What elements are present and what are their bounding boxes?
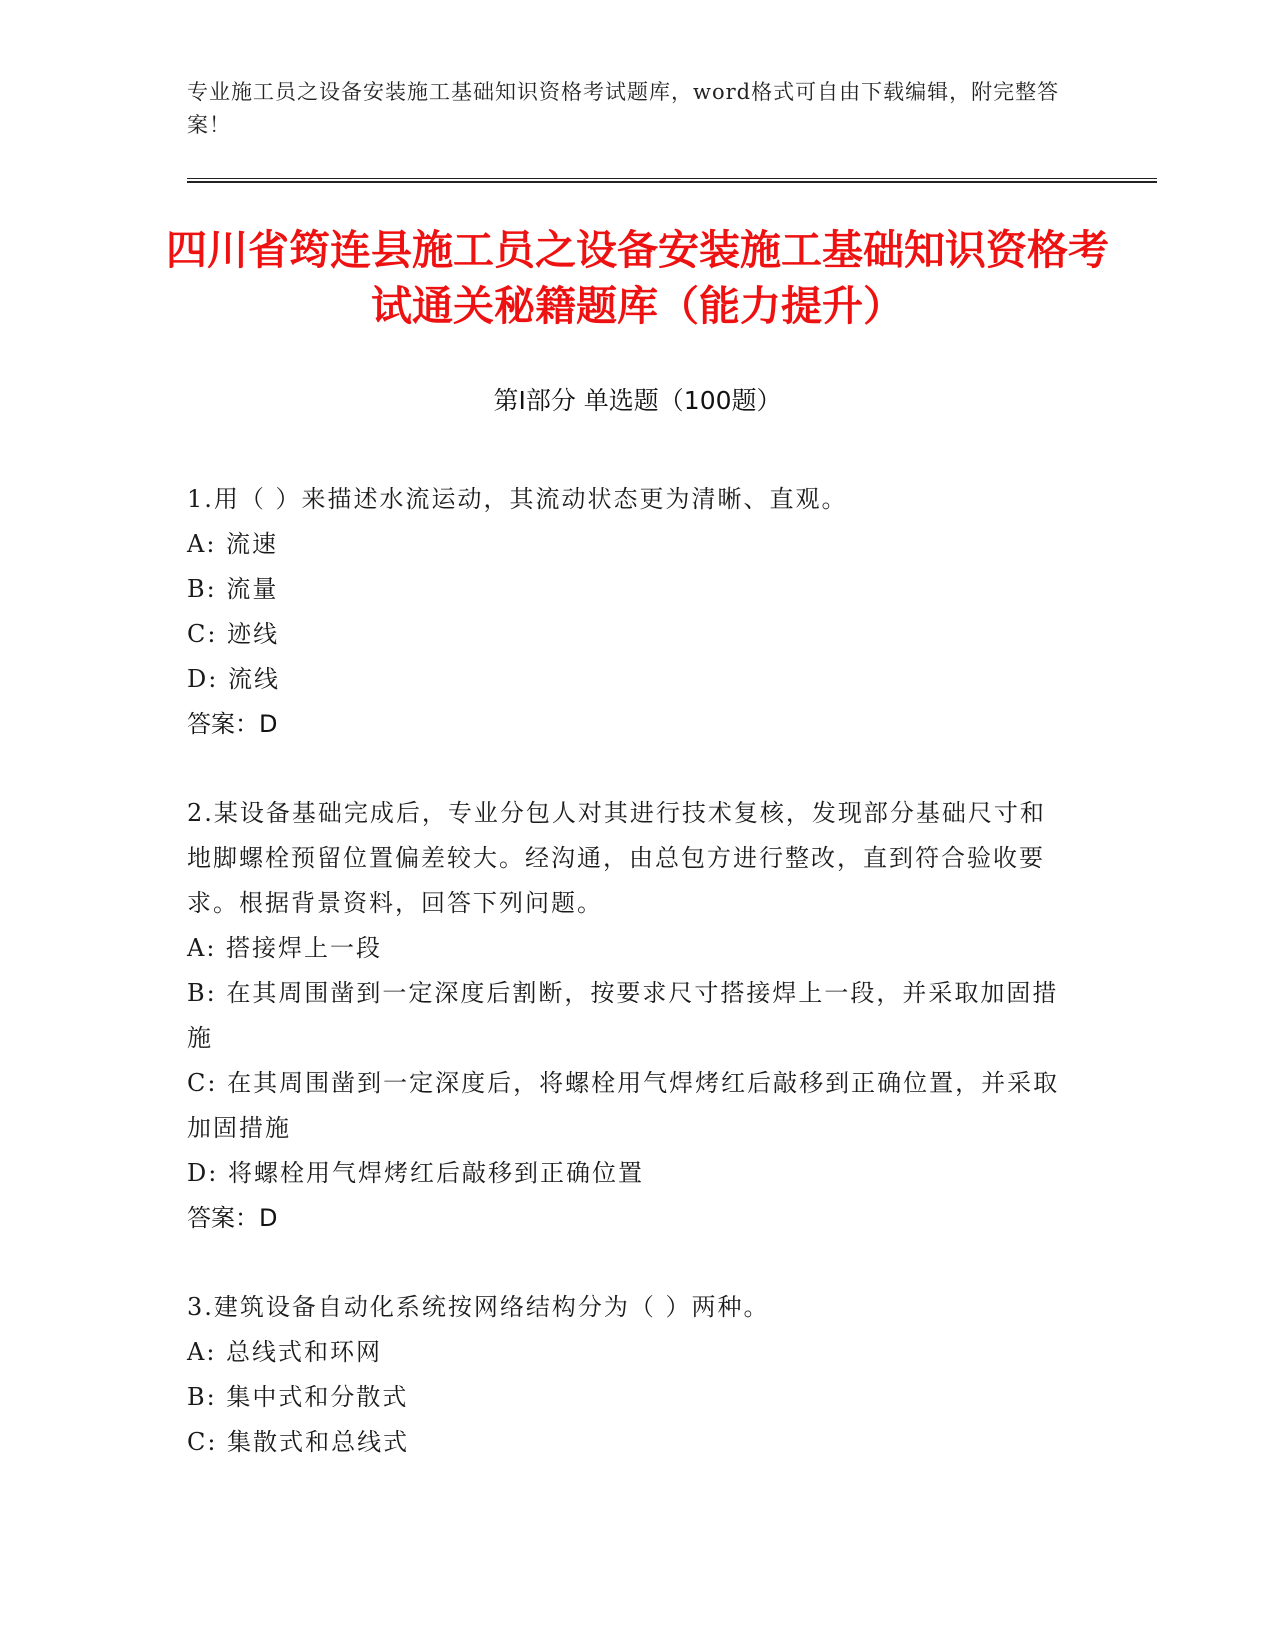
option-b: B: 流量 [187, 575, 279, 603]
question-2 [187, 791, 1067, 1241]
question-stem: 1.用（ ）来描述水流运动，其流动状态更为清晰、直观。 [187, 485, 848, 513]
divider-thick-line [187, 181, 1157, 183]
option-c: C: 集散式和总线式 [187, 1428, 410, 1456]
divider-thin-line [187, 178, 1157, 179]
question-list [187, 477, 1067, 1509]
question-stem: 3.建筑设备自动化系统按网络结构分为（ ）两种。 [187, 1293, 770, 1321]
option-d: D: 流线 [187, 665, 280, 693]
option-c: C: 在其周围凿到一定深度后，将螺栓用气焊烤红后敲移到正确位置，并采取加固措施 [187, 1069, 1060, 1142]
option-a: A: 搭接焊上一段 [187, 934, 383, 962]
section-heading: 第Ⅰ部分 单选题（100题） [493, 386, 782, 415]
question-1 [187, 477, 1067, 747]
question-3 [187, 1285, 1067, 1465]
option-b: B: 集中式和分散式 [187, 1383, 409, 1411]
document-title: 四川省筠连县施工员之设备安装施工基础知识资格考试通关秘籍题库（能力提升） [166, 226, 1109, 330]
option-a: A: 总线式和环网 [187, 1338, 383, 1366]
header-note: 专业施工员之设备安装施工基础知识资格考试题库，word格式可自由下载编辑，附完整答案！ [187, 80, 1060, 137]
header-divider [187, 178, 1157, 183]
answer-label: 答案：D [187, 1204, 278, 1232]
answer-label: 答案：D [187, 710, 278, 738]
option-c: C: 迹线 [187, 620, 280, 648]
option-a: A: 流速 [187, 530, 279, 558]
question-stem: 2.某设备基础完成后，专业分包人对其进行技术复核，发现部分基础尺寸和地脚螺栓预留位置偏差较大。经沟通，由总包方进行整改，直到符合验收要求。根据背景资料，回答下列问题。 [187, 799, 1046, 917]
option-d: D: 将螺栓用气焊烤红后敲移到正确位置 [187, 1159, 644, 1187]
option-b: B: 在其周围凿到一定深度后割断，按要求尺寸搭接焊上一段，并采取加固措施 [187, 979, 1059, 1052]
